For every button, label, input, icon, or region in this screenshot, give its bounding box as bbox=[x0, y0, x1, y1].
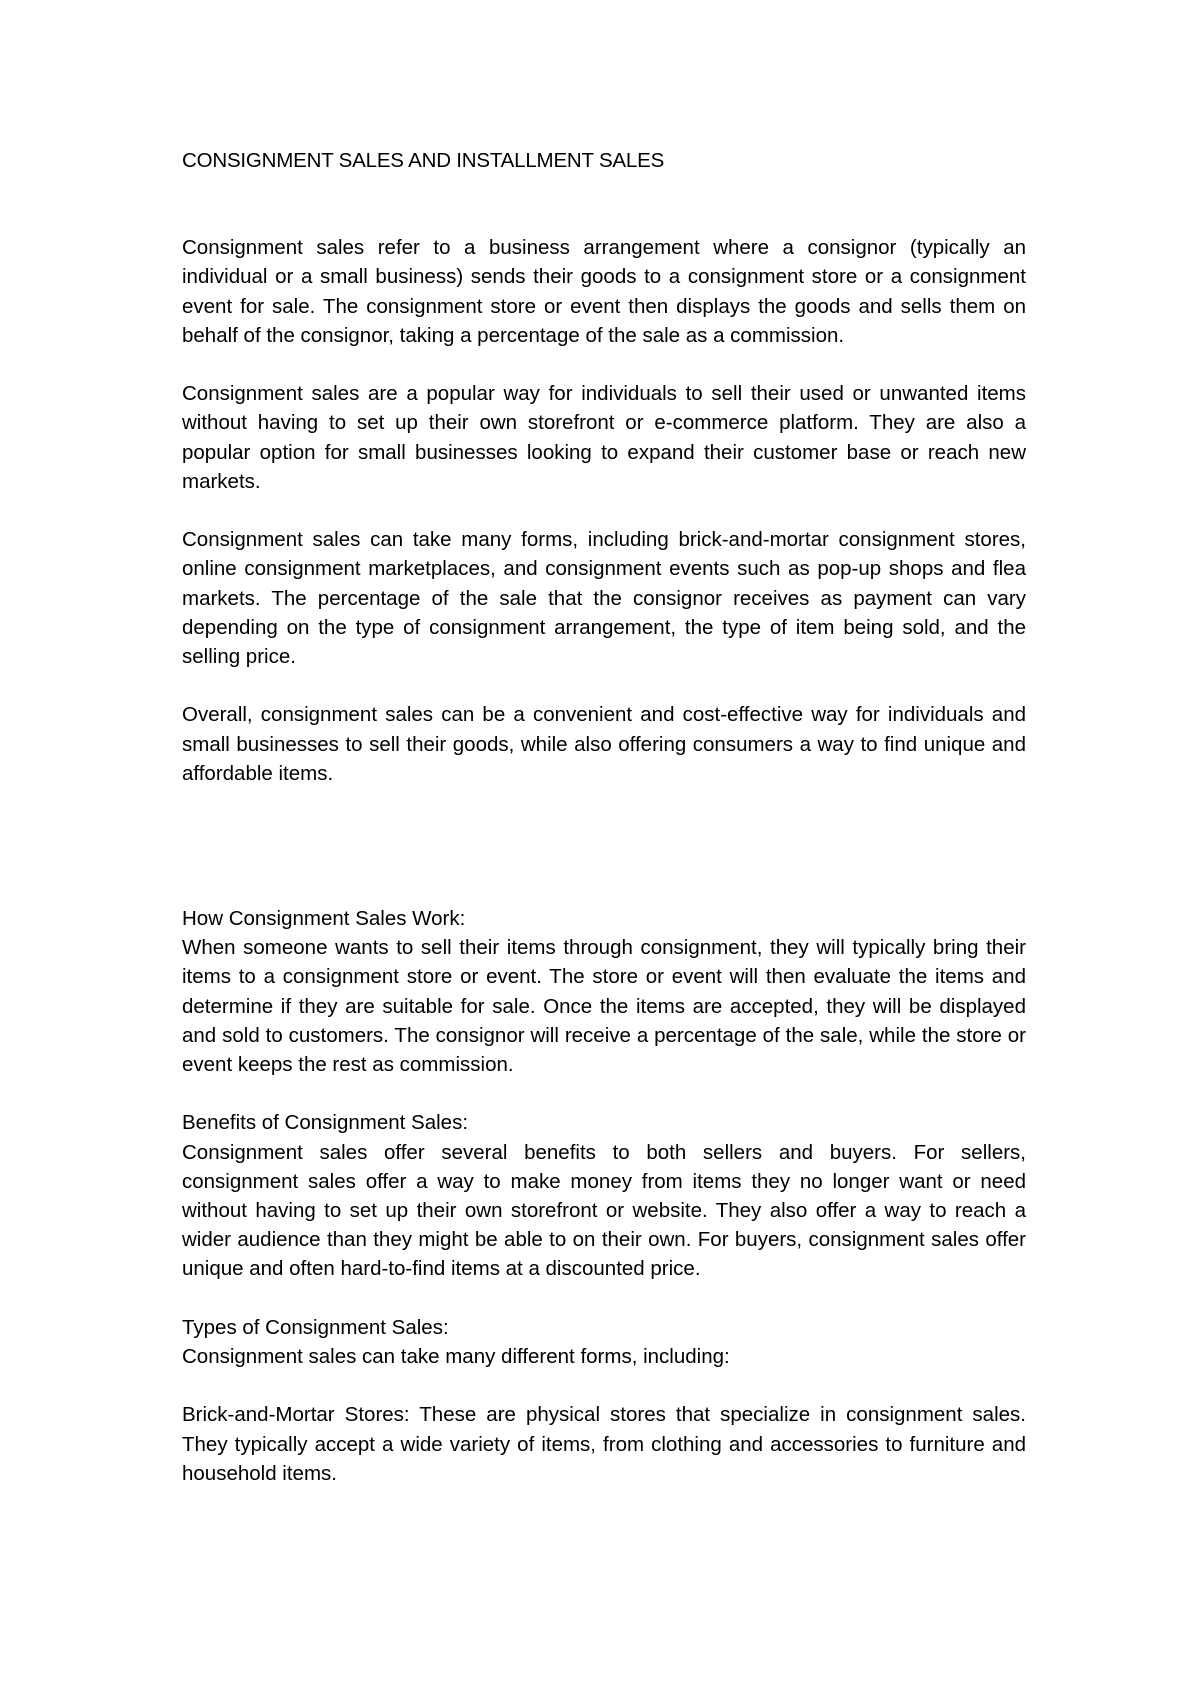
intro-paragraph-1: Consignment sales refer to a business arrangement where a consignor (typically an individual or a small business) sends their goods to a consignment store or a consignment event for sale. The consignment store or event then displays the goods and sells them on behalf of the consignor, taking a percentage of the sale as a commission. bbox=[182, 236, 1026, 347]
section-benefits bbox=[182, 1108, 1026, 1283]
section-how-it-works bbox=[182, 904, 1026, 1079]
section-body: When someone wants to sell their items through consignment, they will typically bring their items to a consignment store or event. The store or event will then evaluate the items and determine if they are suitable for sale. Once the items are accepted, they will be displayed and sold to customers. The consignor will receive a percentage of the sale, while the store or event keeps the rest as commission. bbox=[182, 936, 1026, 1077]
section-heading: How Consignment Sales Work: bbox=[182, 907, 466, 931]
intro-paragraph-2: Consignment sales are a popular way for individuals to sell their used or unwanted items without having to set up their own storefront or e-commerce platform. They are also a popular option for small businesses looking to expand their customer base or reach new markets. bbox=[182, 382, 1026, 493]
section-types bbox=[182, 1313, 1026, 1371]
document-title: CONSIGNMENT SALES AND INSTALLMENT SALES bbox=[182, 149, 665, 172]
section-body: Consignment sales offer several benefits to both sellers and buyers. For sellers, consignment sales offer a way to make money from items they no longer want or need without having to set up their own storefront or website. They also offer a way to reach a wider audience than they might be able to on their own. For buyers, consignment sales offer unique and often hard-to-find items at a discounted price. bbox=[182, 1140, 1026, 1281]
document-body bbox=[182, 146, 1026, 1517]
section-heading: Benefits of Consignment Sales: bbox=[182, 1111, 469, 1135]
section-heading: Types of Consignment Sales: bbox=[182, 1315, 449, 1339]
intro-paragraph-3: Consignment sales can take many forms, including brick-and-mortar consignment stores, online consignment marketplaces, and consignment events such as pop-up shops and flea markets. The percentage of the sale that the consignor receives as payment can vary depending on the type of consignment arrangement, the type of item being sold, and the selling price. bbox=[182, 528, 1026, 669]
section-body: Consignment sales can take many different forms, including: bbox=[182, 1345, 730, 1369]
closing-paragraph: Brick-and-Mortar Stores: These are physical stores that specialize in consignment sales. They typically accept a wide variety of items, from clothing and accessories to furniture and household items. bbox=[182, 1403, 1026, 1485]
intro-paragraph-4: Overall, consignment sales can be a convenient and cost-effective way for individuals and small businesses to sell their goods, while also offering consumers a way to find unique and affordable items. bbox=[182, 703, 1026, 785]
